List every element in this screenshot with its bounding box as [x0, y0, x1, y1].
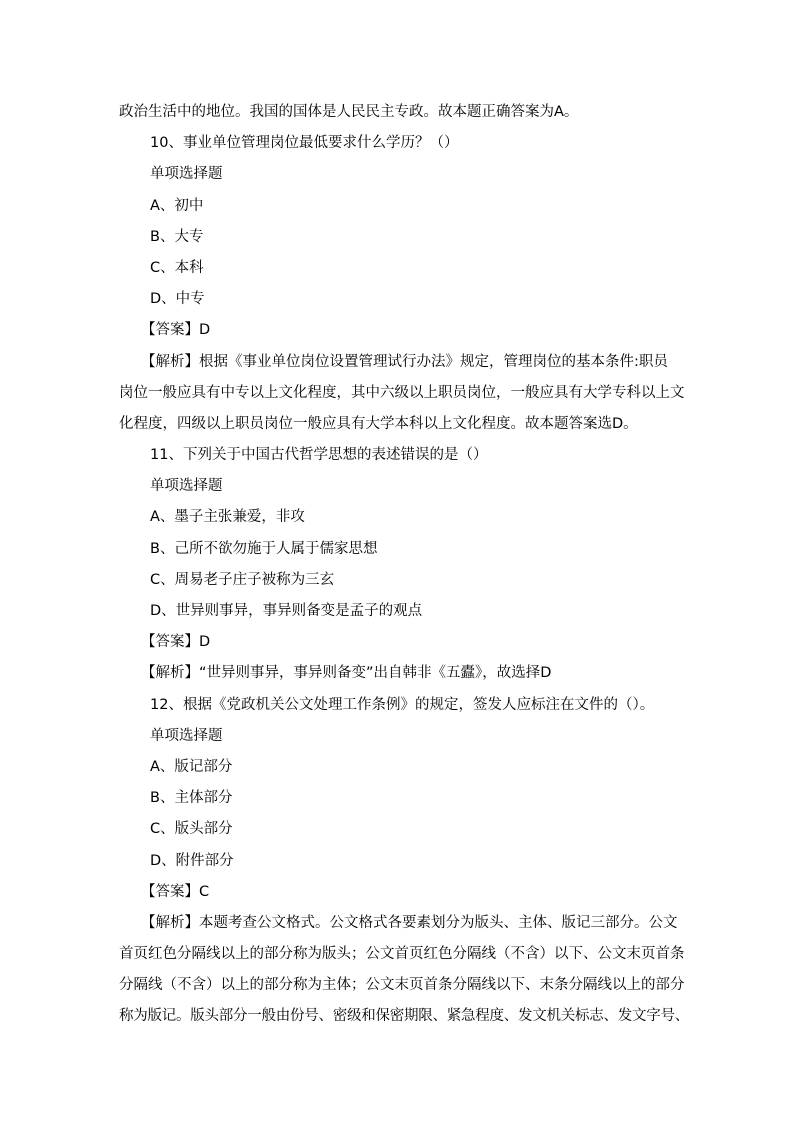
- text-line: D、附件部分: [150, 852, 234, 869]
- text-line: 【答案】D: [141, 322, 211, 339]
- text-line: 10、事业单位管理岗位最低要求什么学历？（）: [150, 135, 459, 152]
- text-line: 11、下列关于中国古代哲学思想的表述错误的是（）: [150, 447, 488, 464]
- text-line: 称为版记。版头部分一般由份号、密级和保密期限、紧急程度、发文机关标志、发文字号、: [119, 1008, 689, 1025]
- text-line: 【解析】根据《事业单位岗位设置管理试行办法》规定，管理岗位的基本条件:职员: [141, 353, 668, 370]
- text-line: 单项选择题: [150, 727, 223, 744]
- text-line: A、初中: [150, 197, 204, 214]
- text-line: 【解析】本题考查公文格式。公文格式各要素划分为版头、主体、版记三部分。公文: [141, 914, 678, 931]
- text-line: D、世异则事异，事异则备变是孟子的观点: [150, 603, 423, 619]
- text-line: 【解析】“世异则事异，事异则备变”出自韩非《五蠹》，故选择D: [141, 665, 552, 682]
- text-line: B、己所不欲勿施于人属于儒家思想: [150, 540, 378, 557]
- text-line: C、版头部分: [150, 821, 233, 838]
- text-line: B、大专: [150, 228, 204, 245]
- text-line: 岗位一般应具有中专以上文化程度，其中六级以上职员岗位，一般应具有大学专科以上文: [119, 384, 685, 401]
- document-page: [119, 97, 689, 1033]
- text-line: 化程度，四级以上职员岗位一般应具有大学本科以上文化程度。故本题答案选D。: [119, 415, 638, 432]
- text-line: D、中专: [150, 291, 205, 308]
- text-line: 【答案】C: [141, 883, 210, 900]
- text-line: 12、根据《党政机关公文处理工作条例》的规定，签发人应标注在文件的（）。: [150, 696, 655, 713]
- text-line: B、主体部分: [150, 790, 233, 807]
- text-line: 分隔线（不含）以上的部分称为主体；公文末页首条分隔线以下、末条分隔线以上的部分: [119, 977, 685, 994]
- text-line: 单项选择题: [150, 166, 223, 183]
- text-line: 首页红色分隔线以上的部分称为版头；公文首页红色分隔线（不含）以下、公文末页首条: [119, 946, 685, 963]
- text-line: 【答案】D: [141, 634, 211, 651]
- text-line: C、周易老子庄子被称为三玄: [150, 571, 335, 588]
- text-line: 政治生活中的地位。我国的国体是人民民主专政。故本题正确答案为A。: [119, 104, 579, 120]
- text-line: 单项选择题: [150, 478, 223, 495]
- text-line: C、本科: [150, 259, 204, 276]
- text-line: A、墨子主张兼爱，非攻: [150, 509, 305, 526]
- text-line: A、版记部分: [150, 758, 233, 775]
